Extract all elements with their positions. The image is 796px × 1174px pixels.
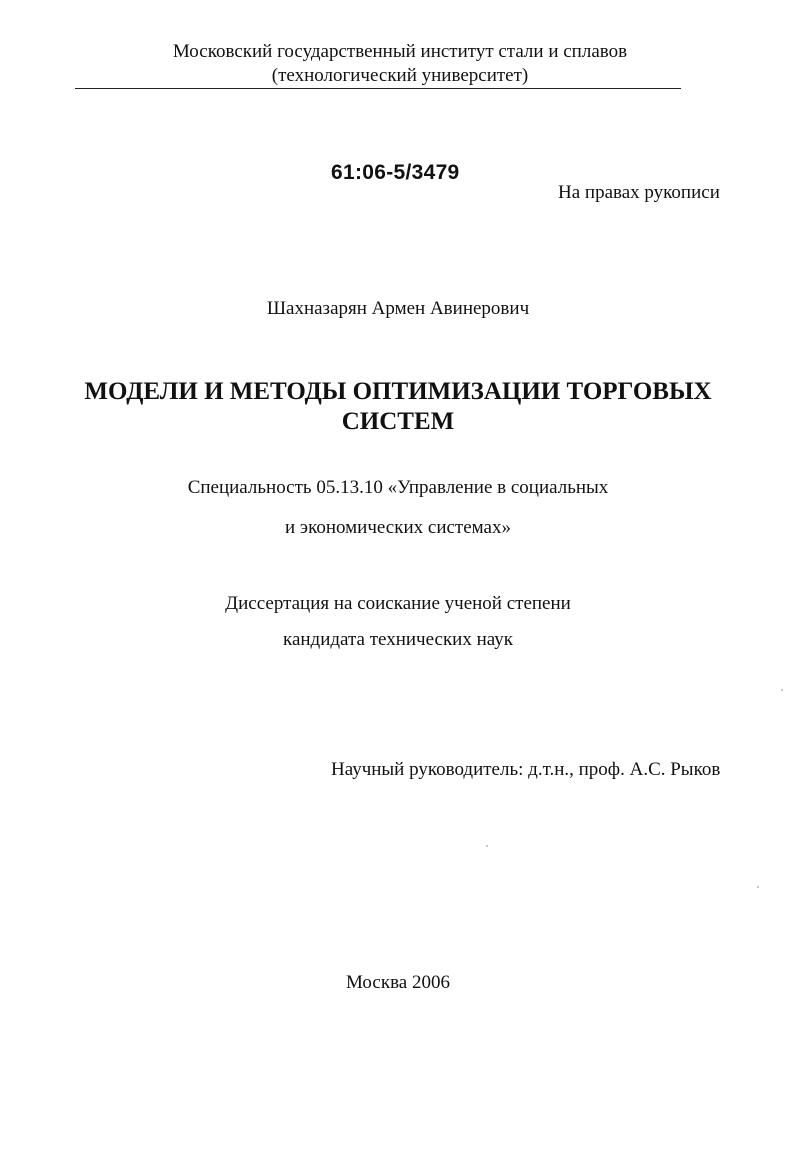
header-divider: [75, 88, 681, 89]
rights-notice: На правах рукописи: [558, 182, 720, 203]
dissertation-title-line2: СИСТЕМ: [341, 408, 455, 435]
scan-speck: [486, 845, 488, 847]
scan-speck: [757, 886, 759, 888]
institute-name-line1: Московский государственный институт стали и сплавов: [172, 41, 628, 62]
scan-speck: [781, 689, 783, 691]
institute-name-line2: (технологический университет): [271, 65, 529, 86]
catalog-number: 61:06-5/3479: [331, 161, 460, 184]
degree-line1: Диссертация на соискание ученой степени: [225, 593, 571, 614]
dissertation-title-line1: МОДЕЛИ И МЕТОДЫ ОПТИМИЗАЦИИ ТОРГОВЫХ: [84, 378, 712, 405]
city-year: Москва 2006: [346, 972, 450, 993]
degree-line2: кандидата технических наук: [283, 629, 513, 650]
specialty-line2: и экономических системах»: [285, 517, 511, 538]
specialty-line1: Специальность 05.13.10 «Управление в социальных: [187, 477, 609, 498]
scientific-supervisor: Научный руководитель: д.т.н., проф. А.С. Рыков: [331, 759, 721, 780]
author-name: Шахназарян Армен Авинерович: [266, 298, 530, 319]
